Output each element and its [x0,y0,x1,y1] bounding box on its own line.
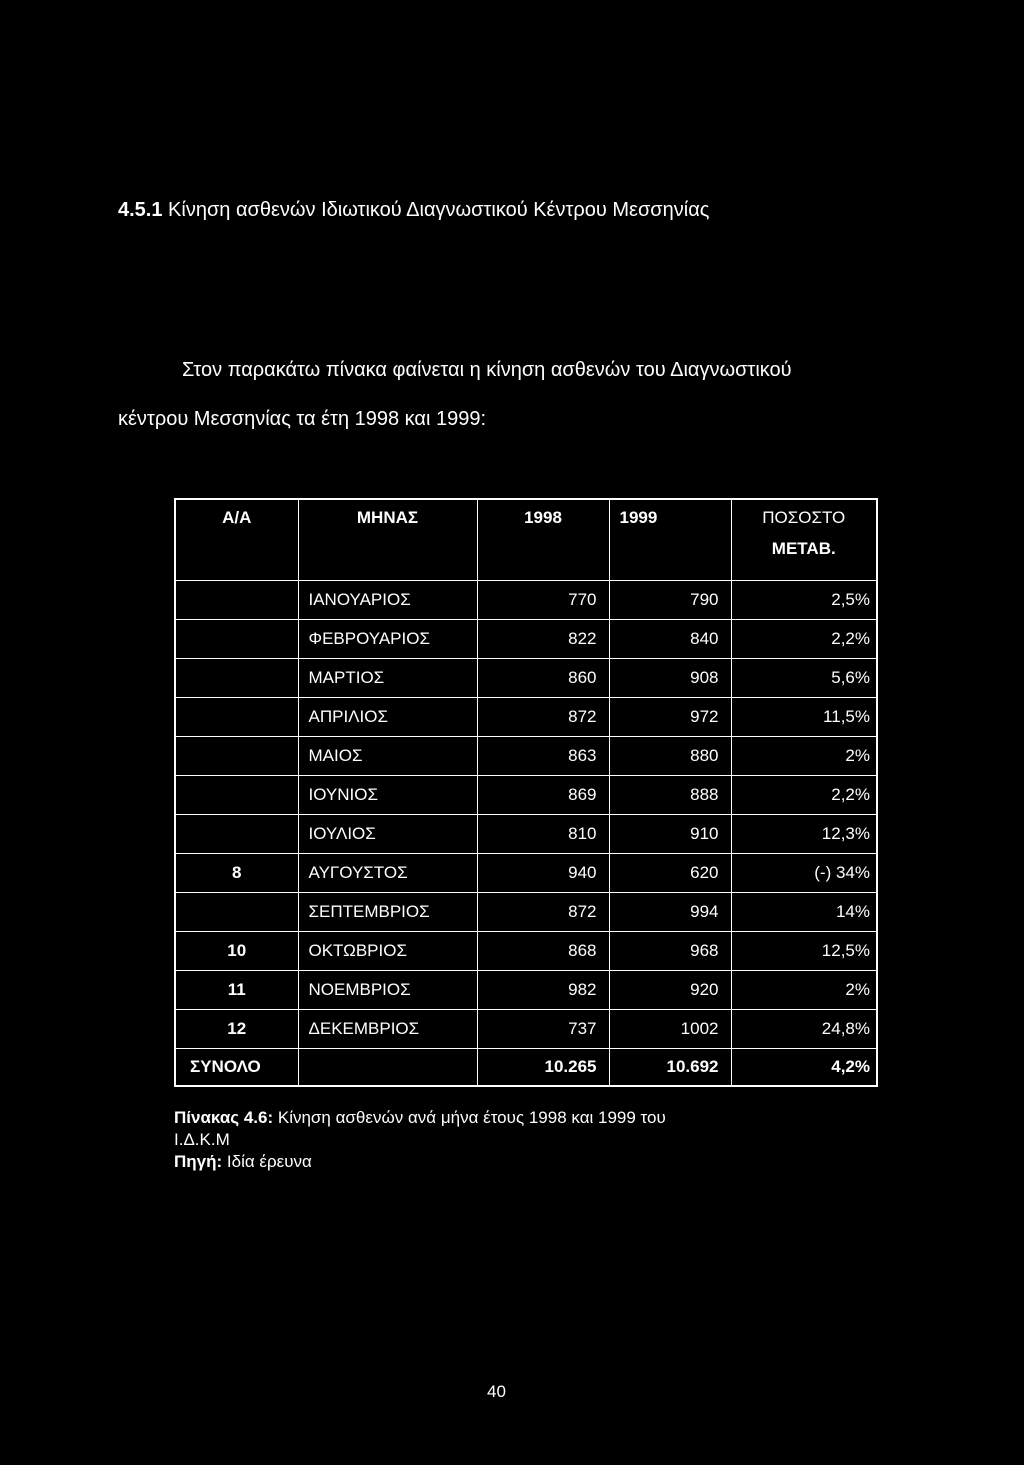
cell-1998: 822 [477,620,609,659]
cell-aa: 12 [175,1010,298,1049]
cell-change-pct: 2,2% [731,620,877,659]
source-label: Πηγή: [174,1152,223,1171]
total-1999: 10.692 [609,1049,731,1087]
cell-1999: 840 [609,620,731,659]
cell-change-pct: 2% [731,737,877,776]
table-row [175,932,877,971]
cell-1998: 810 [477,815,609,854]
cell-aa [175,815,298,854]
cell-change-pct: 12,5% [731,932,877,971]
cell-month: ΜΑΡΤΙΟΣ [298,659,477,698]
cell-1999: 920 [609,971,731,1010]
cell-1998: 863 [477,737,609,776]
total-label: ΣΥΝΟΛΟ [190,1057,261,1076]
cell-month: ΜΑΙΟΣ [298,737,477,776]
caption-source [174,1151,666,1173]
section-title: Κίνηση ασθενών Ιδιωτικού Διαγνωστικού Κέντρου Μεσσηνίας [168,199,710,221]
cell-aa [175,893,298,932]
table-row [175,971,877,1010]
cell-1998: 872 [477,893,609,932]
cell-month: ΦΕΒΡΟΥΑΡΙΟΣ [298,620,477,659]
table-row [175,1010,877,1049]
table-row [175,815,877,854]
table-caption [174,1107,666,1173]
cell-1999: 620 [609,854,731,893]
table-row [175,737,877,776]
total-month [298,1049,477,1087]
table-row [175,698,877,737]
intro-line-2: κέντρου Μεσσηνίας τα έτη 1998 και 1999: [118,408,487,430]
cell-change-pct: 2% [731,971,877,1010]
table-row [175,776,877,815]
table-header-row [175,499,877,581]
cell-1998: 737 [477,1010,609,1049]
table-row [175,659,877,698]
cell-1998: 860 [477,659,609,698]
caption-line-1 [174,1107,666,1129]
cell-change-pct: 12,3% [731,815,877,854]
cell-aa [175,698,298,737]
cell-aa: 8 [175,854,298,893]
cell-aa [175,659,298,698]
cell-change-pct: 2,5% [731,581,877,620]
cell-1999: 994 [609,893,731,932]
cell-1998: 868 [477,932,609,971]
section-heading [118,199,709,222]
table-row [175,581,877,620]
cell-month: ΙΟΥΛΙΟΣ [298,815,477,854]
cell-month: ΑΥΓΟΥΣΤΟΣ [298,854,477,893]
total-change-pct: 4,2% [731,1049,877,1087]
caption-line-2: Ι.Δ.Κ.Μ [174,1130,230,1149]
header-change-pct-line2: ΜΕΤΑΒ. [771,539,836,558]
patients-table [174,498,878,1087]
cell-month: ΝΟΕΜΒΡΙΟΣ [298,971,477,1010]
cell-change-pct: 24,8% [731,1010,877,1049]
header-aa: Α/Α [175,499,298,581]
cell-month: ΙΑΝΟΥΑΡΙΟΣ [298,581,477,620]
cell-1999: 790 [609,581,731,620]
source-text: Ιδία έρευνα [222,1152,312,1171]
cell-1998: 869 [477,776,609,815]
cell-1999: 910 [609,815,731,854]
cell-aa: 11 [175,971,298,1010]
cell-1999: 908 [609,659,731,698]
page-number: 40 [487,1382,506,1401]
caption-label: Πίνακας 4.6: [174,1108,274,1127]
table-row [175,620,877,659]
header-change-pct [731,499,877,581]
cell-change-pct: 14% [731,893,877,932]
cell-month: ΙΟΥΝΙΟΣ [298,776,477,815]
cell-aa [175,620,298,659]
cell-month: ΟΚΤΩΒΡΙΟΣ [298,932,477,971]
cell-1999: 968 [609,932,731,971]
cell-change-pct: 5,6% [731,659,877,698]
total-row [175,1049,877,1087]
cell-1999: 880 [609,737,731,776]
cell-1999: 888 [609,776,731,815]
cell-aa [175,737,298,776]
header-1999: 1999 [609,499,731,581]
table-row [175,893,877,932]
cell-1998: 940 [477,854,609,893]
cell-1998: 872 [477,698,609,737]
intro-line-1: Στον παρακάτω πίνακα φαίνεται η κίνηση ασθενών του Διαγνωστικού [182,359,792,381]
cell-1999: 1002 [609,1010,731,1049]
header-change-pct-line1: ΠΟΣΟΣΤΟ [762,508,846,527]
total-1998: 10.265 [477,1049,609,1087]
caption-text: Κίνηση ασθενών ανά μήνα έτους 1998 και 1999 του [273,1108,666,1127]
header-1998: 1998 [477,499,609,581]
cell-1998: 770 [477,581,609,620]
cell-change-pct: (-) 34% [731,854,877,893]
intro-paragraph [118,346,898,444]
cell-aa [175,581,298,620]
cell-1998: 982 [477,971,609,1010]
cell-aa [175,776,298,815]
table-body [175,581,877,1087]
cell-aa: 10 [175,932,298,971]
cell-month: ΑΠΡΙΛΙΟΣ [298,698,477,737]
table-row [175,854,877,893]
section-number: 4.5.1 [118,199,163,221]
cell-1999: 972 [609,698,731,737]
cell-change-pct: 2,2% [731,776,877,815]
header-month: ΜΗΝΑΣ [298,499,477,581]
cell-month: ΔΕΚΕΜΒΡΙΟΣ [298,1010,477,1049]
cell-change-pct: 11,5% [731,698,877,737]
cell-month: ΣΕΠΤΕΜΒΡΙΟΣ [298,893,477,932]
